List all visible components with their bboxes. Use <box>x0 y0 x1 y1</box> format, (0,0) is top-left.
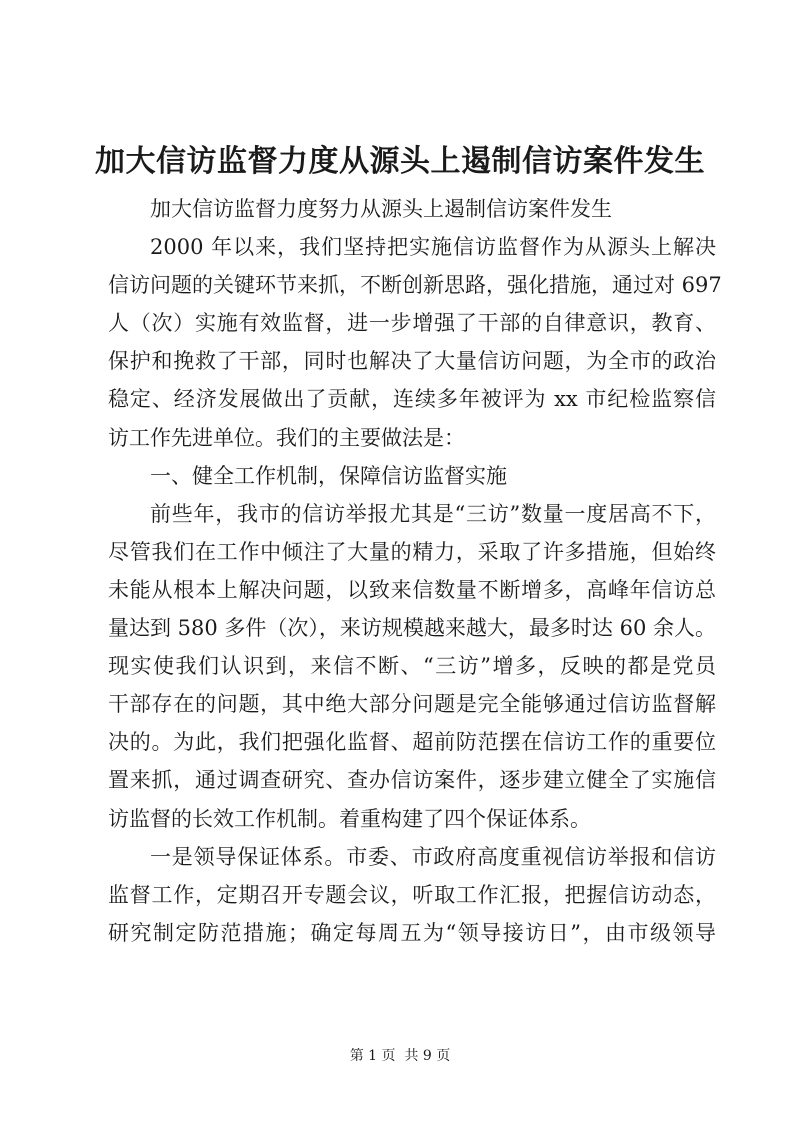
paragraph-line: 访工作先进单位。我们的主要做法是： <box>108 425 465 450</box>
paragraph-line: 现实使我们认识到，来信不断、“三访”增多，反映的都是党员 <box>108 654 716 679</box>
document-title: 加大信访监督力度从源头上遏制信访案件发生 <box>95 144 705 179</box>
paragraph-line: 研究制定防范措施；确定每周五为“领导接访日”，由市级领导 <box>108 920 716 945</box>
paragraph-line: 人（次）实施有效监督，进一步增强了干部的自律意识，教育、 <box>108 311 716 336</box>
paragraph-line: 尽管我们在工作中倾注了大量的精力，采取了许多措施，但始终 <box>108 539 716 564</box>
paragraph-line: 置来抓，通过调查研究、查办信访案件，逐步建立健全了实施信 <box>108 768 716 793</box>
paragraph-line: 2000 年以来，我们坚持把实施信访监督作为从源头上解决 <box>150 235 716 260</box>
paragraph-line: 未能从根本上解决问题，以致来信数量不断增多，高峰年信访总 <box>108 577 716 602</box>
subtitle-line: 加大信访监督力度努力从源头上遏制信访案件发生 <box>150 197 612 221</box>
section-heading: 一、健全工作机制，保障信访监督实施 <box>150 463 507 488</box>
page-number-footer: 第 1 页 共 9 页 <box>349 1048 451 1064</box>
paragraph-line: 稳定、经济发展做出了贡献，连续多年被评为 xx 市纪检监察信 <box>108 387 716 412</box>
paragraph-line: 决的。为此，我们把强化监督、超前防范摆在信访工作的重要位 <box>108 730 716 755</box>
paragraph-line: 保护和挽救了干部，同时也解决了大量信访问题，为全市的政治 <box>108 349 716 374</box>
paragraph-line: 访监督的长效工作机制。着重构建了四个保证体系。 <box>108 806 591 831</box>
paragraph-line: 一是领导保证体系。市委、市政府高度重视信访举报和信访 <box>150 844 716 869</box>
paragraph-line: 量达到 580 多件（次），来访规模越来越大，最多时达 60 余人。 <box>108 616 717 641</box>
document-body <box>108 190 722 952</box>
paragraph-line: 监督工作，定期召开专题会议，听取工作汇报，把握信访动态， <box>108 882 716 907</box>
paragraph-line: 干部存在的问题，其中绝大部分问题是完全能够通过信访监督解 <box>108 692 716 717</box>
paragraph-line: 前些年，我市的信访举报尤其是“三访”数量一度居高不下， <box>150 501 716 526</box>
paragraph-line: 信访问题的关键环节来抓，不断创新思路，强化措施，通过对 697 <box>108 273 722 298</box>
